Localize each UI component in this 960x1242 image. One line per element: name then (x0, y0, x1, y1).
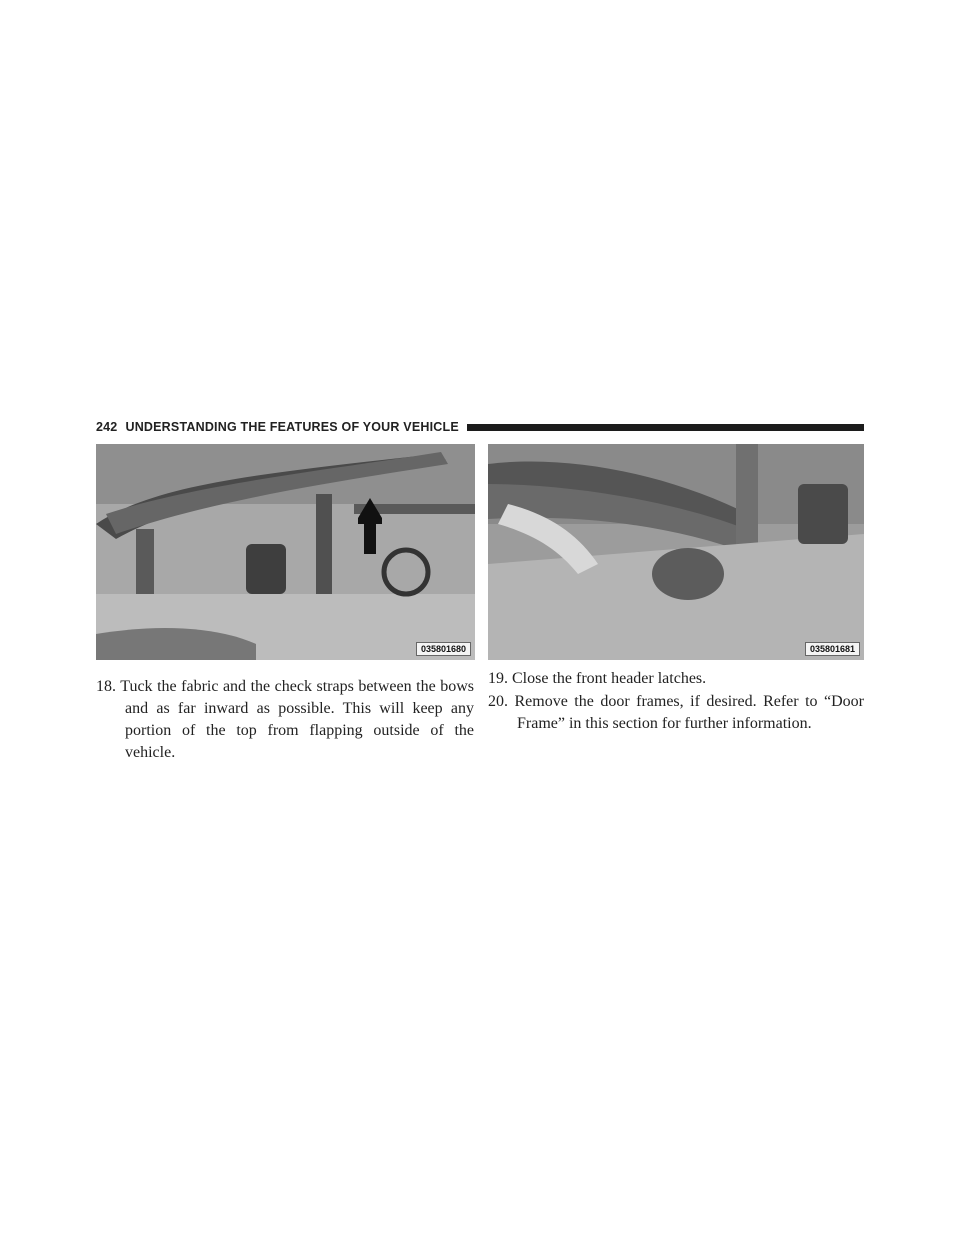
soft-top-illustration-right (488, 444, 864, 660)
step-number: 19. (488, 670, 508, 687)
step-text-rest: bows and as far inward as possible. This will keep any portion of the top from flapping outside of the vehicle. (125, 678, 475, 761)
header-rule (467, 424, 864, 431)
soft-top-illustration-left (96, 444, 475, 660)
step-text-first: Close the front header latches. (512, 670, 707, 687)
header-latch-drawing (488, 444, 864, 660)
step-text (96, 676, 474, 764)
step-text (488, 668, 864, 690)
section-title: UNDERSTANDING THE FEATURES OF YOUR VEHICLE (125, 420, 459, 434)
step-text-rest: Frame” in this section for further information. (517, 715, 812, 732)
figure-code: 035801681 (805, 642, 860, 656)
figure-code: 035801680 (416, 642, 471, 656)
step-text-first: Tuck the fabric and the check straps between the (120, 678, 436, 695)
step-text (488, 691, 864, 735)
step-20 (488, 691, 864, 735)
step-18 (96, 676, 474, 764)
page-header (96, 417, 864, 437)
step-number: 18. (96, 678, 116, 695)
step-text-first: Remove the door frames, if desired. Refer to “Door (514, 693, 864, 710)
step-19 (488, 668, 864, 690)
step-number: 20. (488, 693, 508, 710)
vehicle-top-drawing (96, 444, 475, 660)
page-number: 242 (96, 420, 118, 434)
